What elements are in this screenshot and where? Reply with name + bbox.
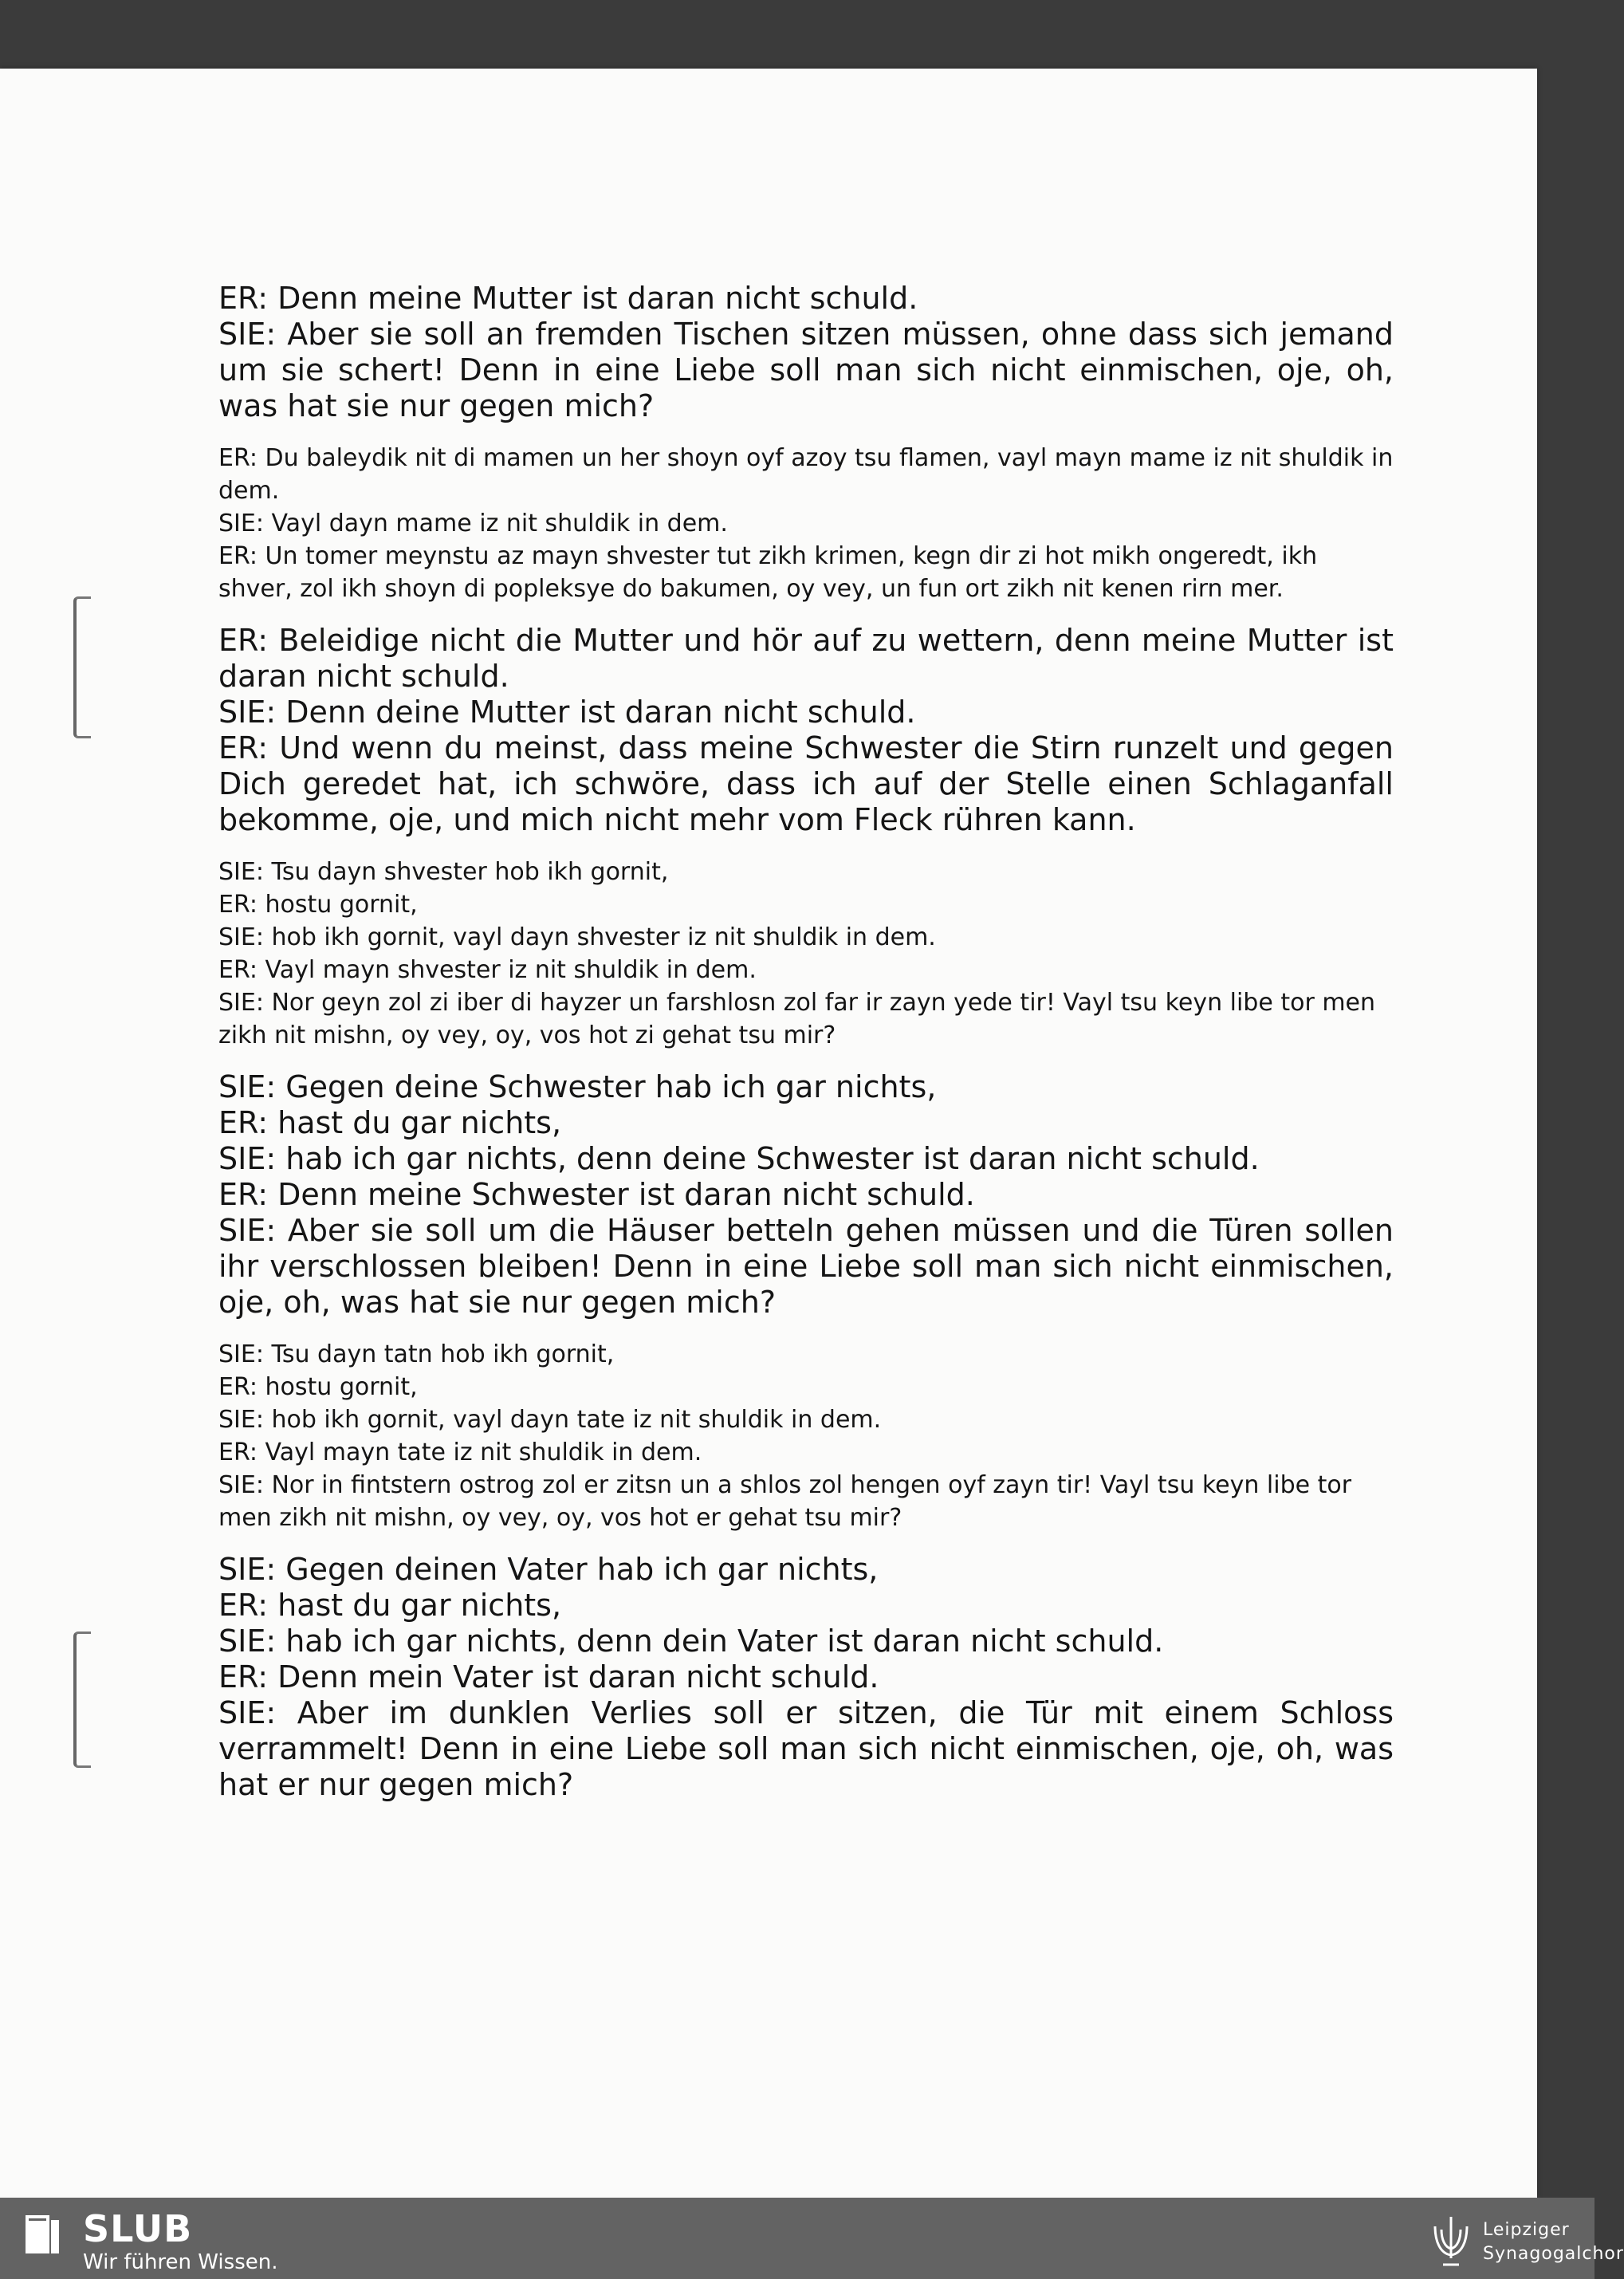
dialogue-line: SIE: Nor geyn zol zi iber di hayzer un farshlosn zol far ir zayn yede tir! Vayl tsu keyn libe tor men zikh nit mishn, oy vey, oy, vos hot zi gehat tsu mir? <box>218 989 1383 1049</box>
dialogue-line: SIE: hab ich gar nichts, denn dein Vater ist daran nicht schuld. <box>218 1624 1164 1659</box>
dialogue-line: SIE: hob ikh gornit, vayl dayn tate iz nit shuldik in dem. <box>218 1406 882 1434</box>
paragraph-2 <box>218 442 1401 605</box>
dialogue-line: SIE: Tsu dayn tatn hob ikh gornit, <box>218 1340 615 1368</box>
footer-bar <box>0 2198 1624 2279</box>
dialogue-line: SIE: Aber im dunklen Verlies soll er sitzen, die Tür mit einem Schloss verrammelt! Denn in eine Liebe soll man sich nicht einmischen, oje, oh, was hat er nur gegen mich? <box>218 1695 1404 1802</box>
slub-book-icon <box>22 2210 62 2258</box>
dialogue-line: SIE: Vayl dayn mame iz nit shuldik in dem. <box>218 510 728 537</box>
dialogue-line: SIE: Tsu dayn shvester hob ikh gornit, <box>218 858 669 886</box>
document-page <box>0 69 1537 2198</box>
dialogue-line: ER: Beleidige nicht die Mutter und hör auf zu wettern, denn meine Mutter ist daran nicht schuld. <box>218 623 1404 694</box>
slub-tagline: Wir führen Wissen. <box>83 2250 278 2274</box>
dialogue-line: SIE: Gegen deinen Vater hab ich gar nichts, <box>218 1552 879 1587</box>
dialogue-line: SIE: Denn deine Mutter ist daran nicht schuld. <box>218 695 916 730</box>
dialogue-line: ER: hostu gornit, <box>218 891 418 919</box>
menorah-icon <box>1427 2209 1475 2269</box>
paragraph-4 <box>218 856 1394 1052</box>
dialogue-line: ER: Du baleydik nit di mamen un her shoyn oyf azoy tsu flamen, vayl mayn mame iz nit shuldik in dem. <box>218 444 1401 505</box>
choir-name-line2: Synagogalchor <box>1483 2244 1624 2264</box>
dialogue-line: ER: hostu gornit, <box>218 1373 418 1401</box>
choir-name-line1: Leipziger <box>1483 2220 1570 2240</box>
dialogue-line: ER: Vayl mayn shvester iz nit shuldik in dem. <box>218 956 757 984</box>
dialogue-line: SIE: hab ich gar nichts, denn deine Schwester ist daran nicht schuld. <box>218 1141 1260 1176</box>
paragraph-6 <box>218 1338 1394 1534</box>
dialogue-line: SIE: hob ikh gornit, vayl dayn shvester iz nit shuldik in dem. <box>218 923 936 951</box>
dialogue-line: ER: Denn meine Schwester ist daran nicht schuld. <box>218 1177 975 1212</box>
dialogue-line: SIE: Aber sie soll an fremden Tischen sitzen müssen, ohne dass sich jemand um sie schert! Denn in eine Liebe soll man sich nicht einmischen, oje, oh, was hat sie nur gegen mich? <box>218 317 1404 423</box>
slub-brand[interactable]: SLUB <box>83 2207 193 2250</box>
dialogue-line: ER: hast du gar nichts, <box>218 1105 562 1140</box>
paragraph-1 <box>218 281 1404 424</box>
dialogue-line: ER: Denn meine Mutter ist daran nicht schuld. <box>218 281 918 316</box>
dialogue-line: ER: Vayl mayn tate iz nit shuldik in dem. <box>218 1439 702 1466</box>
dialogue-line: ER: Un tomer meynstu az mayn shvester tut zikh krimen, kegn dir zi hot mikh ongeredt, ikh shver, zol ikh shoyn di popleksye do bakumen, oy vey, un fun ort zikh nit kenen rirn mer. <box>218 542 1325 603</box>
dialogue-line: ER: hast du gar nichts, <box>218 1588 562 1623</box>
paragraph-3 <box>218 623 1404 838</box>
paragraph-7 <box>218 1552 1404 1803</box>
dialogue-line: ER: Denn mein Vater ist daran nicht schuld. <box>218 1659 879 1694</box>
staple-bottom <box>73 1632 91 1768</box>
dialogue-line: SIE: Nor in fintstern ostrog zol er zitsn un a shlos zol hengen oyf zayn tir! Vayl tsu keyn libe tor men zikh nit mishn, oy vey, oy, vos hot er gehat tsu mir? <box>218 1471 1359 1532</box>
paragraph-5 <box>218 1069 1404 1321</box>
dialogue-line: SIE: Aber sie soll um die Häuser betteln gehen müssen und die Türen sollen ihr verschlossen bleiben! Denn in eine Liebe soll man sich nicht einmischen, oje, oh, was hat sie nur gegen mich? <box>218 1213 1404 1320</box>
dialogue-line: ER: Und wenn du meinst, dass meine Schwester die Stirn runzelt und gegen Dich geredet hat, ich schwöre, dass ich auf der Stelle einen Schlaganfall bekomme, oje, und mich nicht mehr vom Fleck rühren kann. <box>218 730 1404 837</box>
dialogue-line: SIE: Gegen deine Schwester hab ich gar nichts, <box>218 1069 937 1104</box>
lyrics-text <box>218 281 1404 1803</box>
staple-top <box>73 596 91 738</box>
